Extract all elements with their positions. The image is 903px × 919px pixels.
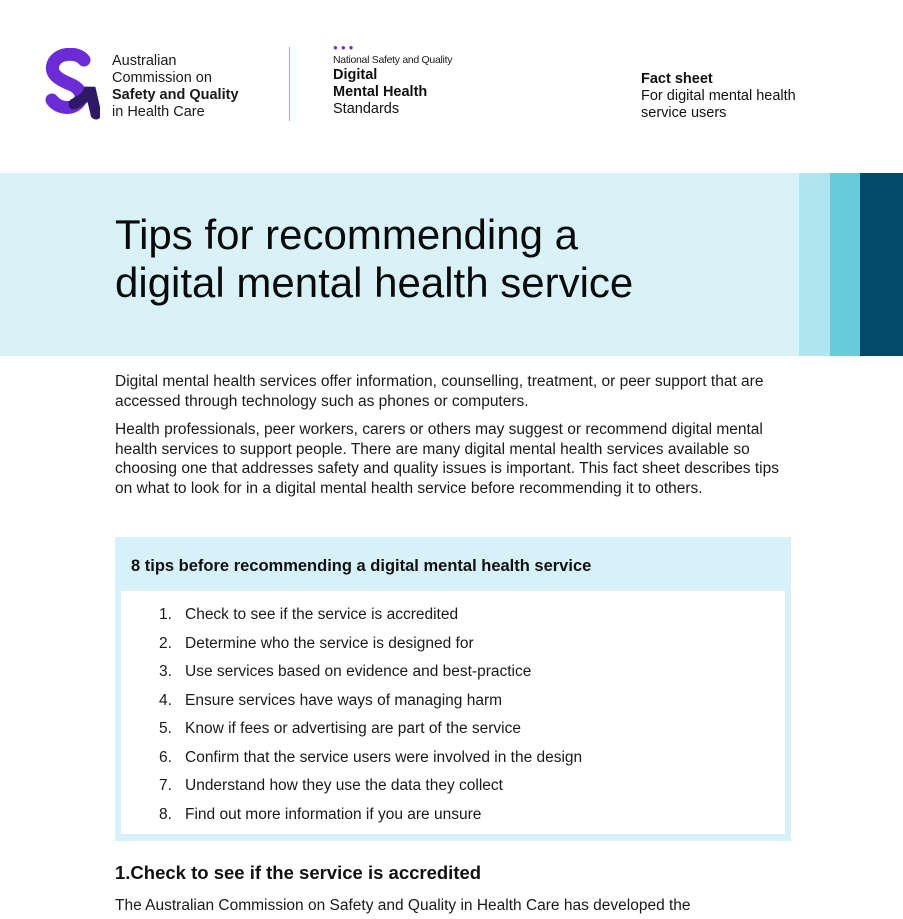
list-item [121, 744, 785, 773]
intro-paragraph: Digital mental health services offer information, counselling, treatment, or peer support that are accessed through technology such as phones or computers. [115, 373, 764, 410]
list-item-number: 6. [159, 748, 172, 766]
standards-line: Standards [333, 101, 400, 117]
standards-small-label: National Safety and Quality [333, 54, 453, 66]
fact-sheet-label [641, 71, 796, 122]
tips-box [115, 537, 791, 841]
standards-line: Mental Health [333, 84, 428, 100]
fact-sheet-title: Fact sheet [641, 71, 713, 87]
list-item-text: Know if fees or advertising are part of the service [185, 720, 521, 737]
commission-line: Commission on [112, 70, 212, 86]
standards-logo [333, 44, 452, 118]
list-item-text: Check to see if the service is accredited [185, 606, 459, 623]
tips-list [121, 591, 785, 829]
page-title-line: Tips for recommending a [115, 211, 578, 258]
list-item-number: 1. [159, 606, 172, 623]
commission-line: Safety and Quality [112, 87, 239, 103]
list-item-number: 5. [159, 720, 172, 737]
list-item-number: 7. [159, 777, 172, 794]
commission-line: Australian [112, 53, 177, 69]
tips-heading: 8 tips before recommending a digital mental health service [131, 557, 592, 575]
list-item-number: 3. [159, 663, 172, 680]
section-heading: 1.Check to see if the service is accredited [115, 862, 482, 883]
commission-logo-icon [44, 48, 100, 120]
list-item [121, 801, 785, 830]
list-item-text: Find out more information if you are unsure [185, 805, 482, 823]
page-title [115, 211, 775, 307]
standards-line: Digital [333, 67, 378, 83]
page-title-line: digital mental health service [115, 259, 634, 306]
banner-stripe-light [799, 173, 830, 356]
list-item [121, 772, 785, 801]
list-item-text: Understand how they use the data they collect [185, 777, 503, 794]
list-item-text: Determine who the service is designed for [185, 634, 474, 652]
list-item [121, 630, 785, 659]
list-item-number: 4. [159, 691, 172, 709]
list-item-number: 2. [159, 634, 172, 652]
list-item [121, 687, 785, 716]
list-item [121, 658, 785, 687]
tips-list-panel [121, 591, 785, 834]
title-banner [0, 173, 903, 356]
banner-stripe-mid [830, 173, 860, 356]
list-item-text: Use services based on evidence and best-practice [185, 663, 532, 680]
dots-icon: ●●● [333, 43, 357, 52]
list-item-text: Confirm that the service users were involved in the design [185, 748, 583, 766]
header-divider [289, 47, 290, 121]
list-item-text: Ensure services have ways of managing harm [185, 691, 503, 709]
section-paragraph: The Australian Commission on Safety and Quality in Health Care has developed the [115, 897, 691, 914]
fact-sheet-audience: service users [641, 105, 727, 121]
commission-line: in Health Care [112, 104, 205, 120]
commission-name [112, 53, 239, 121]
list-item [121, 715, 785, 744]
banner-stripe-dark [860, 173, 903, 356]
list-item-number: 8. [159, 805, 172, 823]
document-header [0, 0, 903, 173]
intro-paragraph: Health professionals, peer workers, carers or others may suggest or recommend digital mental health services to support people. There are many digital mental health services available so choosing one that addresses safety and quality issues is important. This fact sheet describes tips on what to look for in a digital mental health service before recommending it to others. [115, 421, 779, 497]
intro-section [115, 372, 795, 508]
fact-sheet-audience: For digital mental health [641, 88, 796, 104]
list-item [121, 601, 785, 630]
